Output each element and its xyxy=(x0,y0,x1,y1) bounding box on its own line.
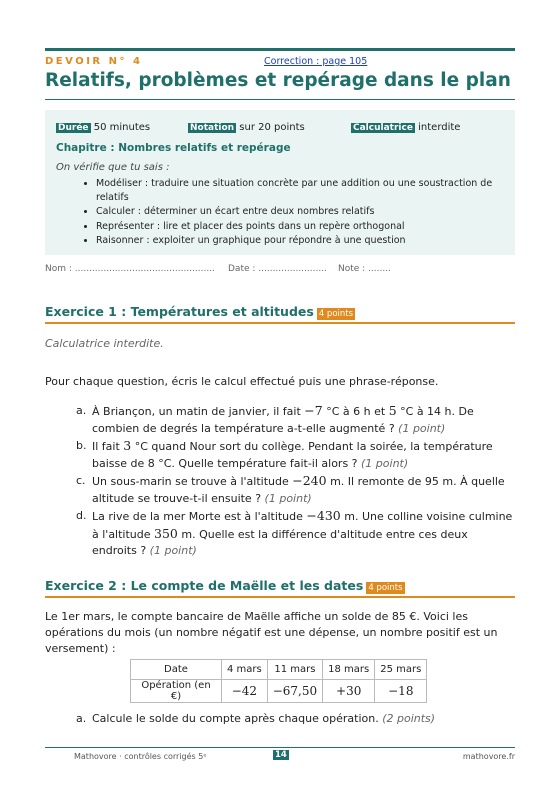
question-a xyxy=(76,403,516,437)
duree-info xyxy=(56,122,150,133)
correction-link[interactable]: Correction : page 105 xyxy=(264,56,368,67)
math-number: −240 xyxy=(292,473,327,488)
duree-tag: Durée xyxy=(58,123,89,133)
date-cell: 25 mars xyxy=(375,660,427,680)
points-note: (1 point) xyxy=(149,544,197,557)
page-title: Relatifs, problèmes et repérage dans le plan xyxy=(45,70,511,91)
chapter-title: Chapitre : Nombres relatifs et repérage xyxy=(56,142,291,154)
question-text: °C à 14 h. De combien de degrés la température a-t-elle augmenté ? xyxy=(92,405,474,435)
question-text: m. Une colline voisine culmine à l'altitude xyxy=(92,510,513,541)
exercise-1-intro: Pour chaque question, écris le calcul effectué puis une phrase-réponse. xyxy=(45,375,439,388)
value-cell: −67,50 xyxy=(267,680,322,703)
exercise-1-note: Calculatrice interdite. xyxy=(45,337,164,350)
duree-value: 50 minutes xyxy=(93,122,151,133)
notation-tag: Notation xyxy=(190,123,235,133)
points-note: (1 point) xyxy=(264,491,312,505)
question-c xyxy=(76,473,516,507)
exercise-1-title-text: Exercice 1 : Températures et altitudes xyxy=(45,304,314,319)
math-number: −7 xyxy=(304,403,323,418)
question-label: c. xyxy=(76,474,86,487)
date-cell: 11 mars xyxy=(267,660,322,680)
question-text: Calcule le solde du compte après chaque opération. xyxy=(92,712,383,725)
exercise-1-title xyxy=(45,304,355,319)
exercise-1-points-badge: 4 points xyxy=(318,309,354,319)
nom-field[interactable]: Nom : ................................................. xyxy=(45,264,215,274)
value-cell: −42 xyxy=(222,680,268,703)
table-row xyxy=(131,680,427,703)
footer-left: Mathovore · contrôles corrigés 5ᵉ xyxy=(74,752,207,761)
top-rule xyxy=(45,48,515,51)
points-note: (1 point) xyxy=(361,456,409,470)
table-row xyxy=(131,660,427,680)
skill-item: • Modéliser : traduire une situation concrète par une addition ou une soustraction de relatifs xyxy=(96,177,506,204)
question-a xyxy=(76,711,516,728)
devoir-label: DEVOIR N° 4 xyxy=(45,56,143,67)
skill-item: • Raisonner : exploiter un graphique pour répondre à une question xyxy=(96,234,506,248)
exercise-2-title-text: Exercice 2 : Le compte de Maëlle et les dates xyxy=(45,578,364,593)
points-note: (1 point) xyxy=(398,421,446,435)
notation-value: sur 20 points xyxy=(239,122,305,133)
date-field[interactable]: Date : ........................ xyxy=(228,264,327,274)
calculatrice-tag: Calculatrice xyxy=(353,123,413,133)
footer-rule xyxy=(45,747,515,748)
note-field[interactable]: Note : ........ xyxy=(338,264,391,274)
question-label: d. xyxy=(76,509,87,522)
table-row-label: Opération (en €) xyxy=(131,680,222,703)
exercise-2-title xyxy=(45,578,405,593)
question-text: À Briançon, un matin de janvier, il fait xyxy=(92,405,305,418)
skills-list xyxy=(80,177,506,249)
footer-right: mathovore.fr xyxy=(462,752,515,761)
question-label: a. xyxy=(76,712,87,725)
exercise-1-rule xyxy=(45,322,515,324)
exercise-2-rule xyxy=(45,596,515,598)
exercise-1-questions xyxy=(76,403,516,561)
calculatrice-value: interdite xyxy=(418,122,461,133)
value-cell: +30 xyxy=(323,680,375,703)
question-d xyxy=(76,508,516,560)
math-number: 350 xyxy=(154,525,178,541)
date-cell: 18 mars xyxy=(323,660,375,680)
calculatrice-info xyxy=(351,122,460,133)
exercise-2-questions xyxy=(76,711,516,729)
value-cell: −18 xyxy=(375,680,427,703)
question-text: Il fait xyxy=(92,440,124,453)
question-label: b. xyxy=(76,439,87,452)
exercise-2-intro: Le 1er mars, le compte bancaire de Maëlle affiche un solde de 85 €. Voici les opérations du mois (un nombre négatif est une dépense, un nombre positif est un versement) : xyxy=(45,610,498,655)
question-text: Un sous-marin se trouve à l'altitude xyxy=(92,475,293,488)
math-number: −430 xyxy=(306,508,341,523)
math-number: 5 xyxy=(388,403,397,418)
notation-info xyxy=(188,122,305,133)
exercise-2-points-badge: 4 points xyxy=(368,583,403,593)
table-header-label: Date xyxy=(131,660,222,680)
title-rule xyxy=(45,99,515,100)
question-text: m. Il remonte de 95 m. À quelle altitude se trouve-t-il ensuite ? xyxy=(92,475,505,505)
operations-table xyxy=(130,659,427,703)
points-note: (2 points) xyxy=(382,712,436,725)
page-number: 14 xyxy=(275,750,287,760)
skill-item: • Représenter : lire et placer des points dans un repère orthogonal xyxy=(96,220,506,234)
verification-intro: On vérifie que tu sais : xyxy=(56,162,170,173)
question-text: °C à 6 h et xyxy=(322,405,389,418)
skill-item: • Calculer : déterminer un écart entre deux nombres relatifs xyxy=(96,205,506,219)
date-cell: 4 mars xyxy=(222,660,268,680)
question-text: La rive de la mer Morte est à l'altitude xyxy=(92,510,307,523)
question-text: °C quand Nour sort du collège. Pendant la soirée, la température baisse de 8 °C. Quelle température fait-il alors ? xyxy=(92,440,493,470)
question-b xyxy=(76,438,516,472)
question-text: m. Quelle est la différence d'altitude entre ces deux endroits ? xyxy=(92,527,468,557)
math-number: 3 xyxy=(123,438,132,453)
question-label: a. xyxy=(76,404,87,417)
